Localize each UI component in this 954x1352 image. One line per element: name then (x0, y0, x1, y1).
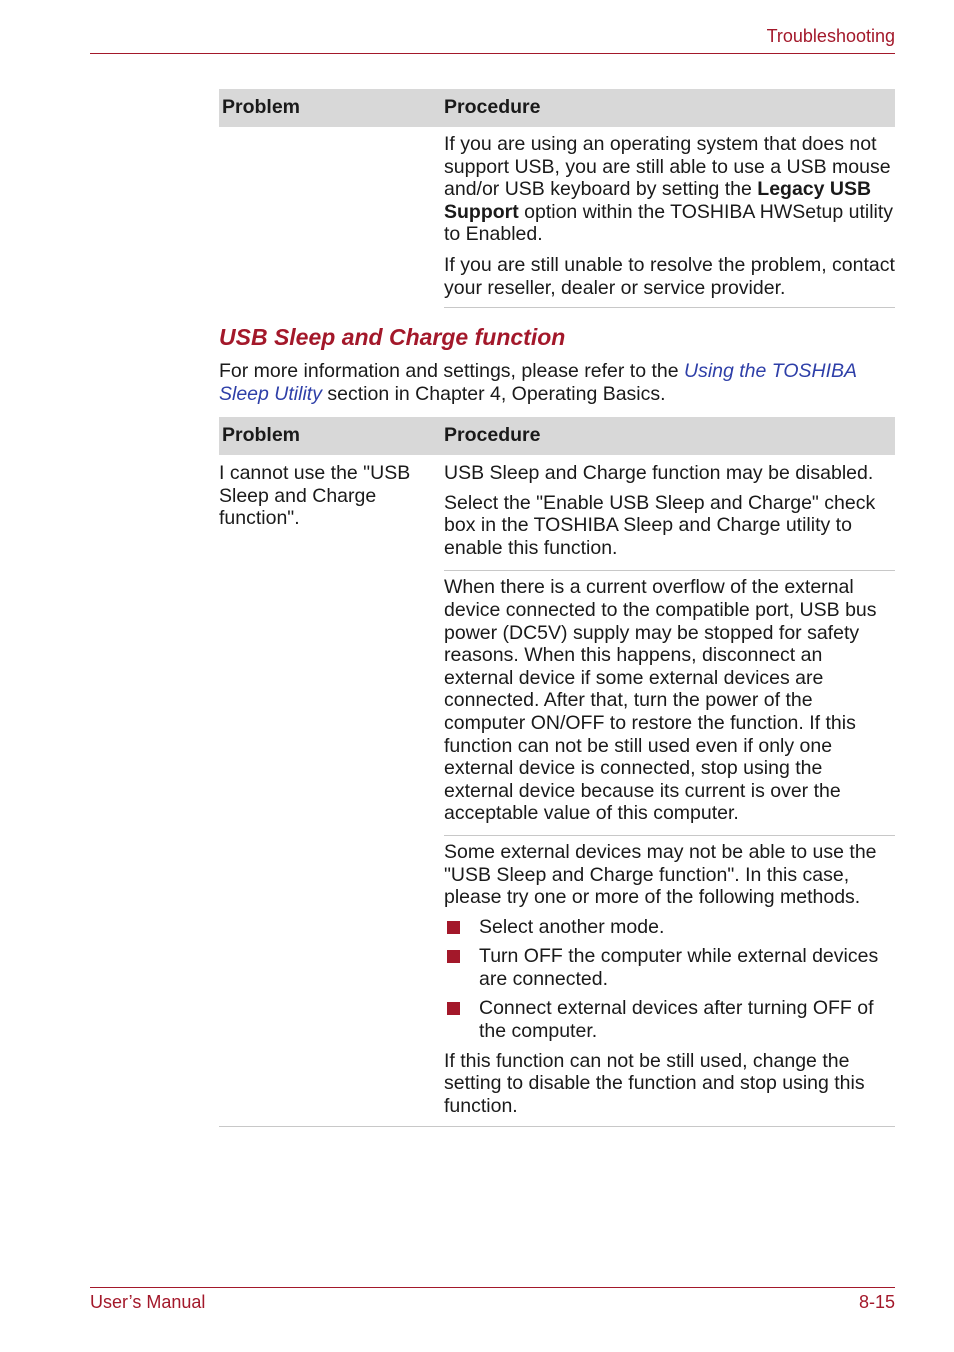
text-run: For more information and settings, please refer to the (219, 360, 684, 382)
header-procedure: Procedure (444, 96, 541, 118)
procedure-cell (444, 127, 895, 308)
table-header-row (219, 417, 895, 455)
troubleshooting-table-2 (219, 417, 895, 1127)
text-run: If you are using an operating system that does not support USB, you are still able to use a USB mouse and/or USB keyboard by setting the (444, 133, 891, 201)
list-item-text: Select another mode. (479, 915, 665, 938)
list-item (444, 916, 895, 939)
footer-rule (90, 1287, 895, 1288)
list-item-text: Turn OFF the computer while external devices are connected. (479, 945, 879, 990)
section-title: USB Sleep and Charge function (219, 324, 566, 350)
procedure-paragraph: If you are still unable to resolve the problem, contact your reseller, dealer or service provider. (444, 253, 895, 299)
table-header-row (219, 89, 895, 127)
header-rule (90, 53, 895, 54)
problem-cell-empty (219, 127, 444, 308)
footer-manual-title: User’s Manual (90, 1292, 206, 1312)
square-bullet-icon (447, 921, 460, 934)
procedure-block (444, 455, 895, 571)
list-item (444, 945, 895, 990)
header-procedure: Procedure (444, 424, 541, 446)
header-problem: Problem (222, 424, 301, 446)
procedure-paragraph: USB Sleep and Charge function may be disabled. (444, 462, 874, 484)
procedure-paragraph: When there is a current overflow of the external device connected to the compatible port, USB bus power (DC5V) supply may be stopped for safety reasons. When this happens, disconnect an external device if some external devices are connected. After that, turn the power of the computer ON/OFF to restore the function. If this function can not be still used even if only one external device is connected, stop using the external device because its current is over the acceptable value of this computer. (444, 576, 877, 825)
cross-reference-link[interactable]: Using the TOSHIBA Sleep Utility (219, 360, 857, 405)
square-bullet-icon (447, 950, 460, 963)
page-number: 8-15 (858, 1292, 895, 1312)
procedure-paragraph: Select the "Enable USB Sleep and Charge" check box in the TOSHIBA Sleep and Charge utility to enable this function. (444, 491, 876, 559)
table-row (219, 455, 895, 1127)
square-bullet-icon (447, 1002, 460, 1015)
problem-cell: I cannot use the "USB Sleep and Charge function". (219, 462, 411, 530)
text-run: section in Chapter 4, Operating Basics. (321, 382, 666, 405)
procedure-cell (444, 455, 895, 1126)
procedure-paragraph: Some external devices may not be able to use the "USB Sleep and Charge function". In this case, please try one or more of the following methods. (444, 840, 877, 909)
header-problem: Problem (222, 96, 301, 118)
text-run: option within the TOSHIBA HWSetup utility to Enabled. (444, 200, 894, 246)
procedure-block (444, 571, 895, 836)
list-item (444, 997, 895, 1042)
troubleshooting-table-1 (219, 89, 895, 308)
bold-setting-name: Legacy USB Support (444, 178, 872, 223)
procedure-paragraph: If this function can not be still used, change the setting to disable the function and stop using this function. (444, 1049, 865, 1117)
table-row (219, 127, 895, 308)
section-intro (219, 360, 899, 405)
running-header-title: Troubleshooting (766, 26, 895, 46)
procedure-paragraph (444, 133, 895, 246)
procedure-block (444, 836, 895, 1127)
list-item-text: Connect external devices after turning OFF of the computer. (479, 997, 874, 1043)
